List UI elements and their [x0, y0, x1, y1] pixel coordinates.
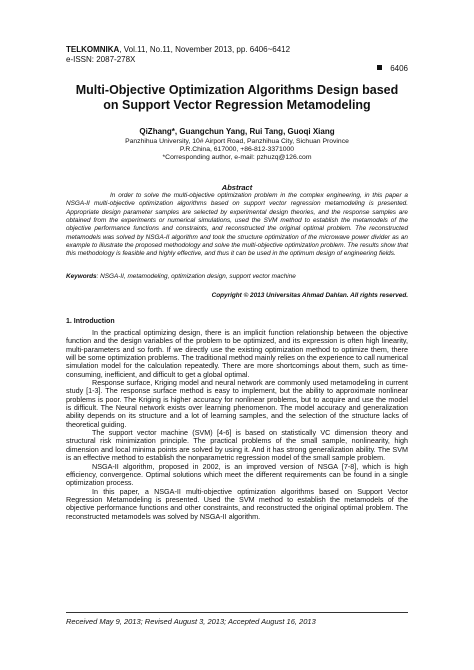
paragraph: The support vector machine (SVM) [4-6] is based on statistically VC dimension theory and structural risk minimization principle. The practical problems of the small sample, nonlinearity, high dimension and local minima points are solved by using it. And it has strong generalization ability. The SVM is an effective method to establish the nonparametric regression model of the small sample problem.: [66, 428, 408, 463]
journal-citation: [66, 45, 290, 55]
page-number-value: 6406: [390, 64, 408, 73]
section-body: [66, 329, 408, 521]
paragraph: NSGA-II algorithm, proposed in 2002, is an improved version of NSGA [7-8], which is high efficiency, convergence. Optimal solutions which meet the different requirements can be found in a single optimization process.: [66, 461, 408, 488]
keywords-list: : NSGA-II, metamodeling, optimization design, support vector machine: [96, 273, 296, 280]
journal-name: TELKOMNIKA: [66, 45, 120, 54]
corresponding-author: *Corresponding author, e-mail: pzhuzq@126.com: [162, 154, 312, 161]
footer-rule: [66, 612, 408, 613]
title-line: Multi-Objective Optimization Algorithms Design based: [75, 83, 399, 97]
keywords: [66, 273, 408, 281]
issn: e-ISSN: 2087-278X: [66, 55, 136, 64]
paragraph: In this paper, a NSGA-II multi-objective optimization algorithms based on Support Vector Regression Metamodeling is presented. Used the SVM method to establish the metamodels of the objective performance functions and other constraints, and reconstructed the original optimal problem. The reconstructed metamodels was solved by NSGA-II algorithm.: [66, 486, 408, 521]
affiliation-line: P.R.China, 617000, +86-812-3371000: [179, 146, 295, 153]
abstract-text: In order to solve the multi-objective optimization problem in the complex engineering, in this paper a NSGA-II multi-objective optimization algorithms based on support vector regression metamodeling is presented. Appropriate design parameter samples are selected by experimental design theories, and the response samples are obtained from the experiments or numerical simulations, used the SVM method to establish the metamodels of the objective performance functions and constraints, and reconstructed the original optimal problem. The reconstructed metamodels was solved by NSGA-II algorithm and took the structure optimization of the microwave power divider as an example to illustrate the proposed methodology and solve the multi-objective optimization problem. The results show that this methodology is feasible and highly effective, and thus it can be used in the optimum design of engineering fields.: [66, 192, 408, 258]
abstract-heading: Abstract: [221, 183, 253, 192]
authors: QiZhang*, Guangchun Yang, Rui Tang, Guoqi Xiang: [139, 127, 335, 136]
title-line: on Support Vector Regression Metamodeling: [103, 98, 371, 112]
received-dates: Received May 9, 2013; Revised August 3, 2013; Accepted August 16, 2013: [66, 617, 316, 626]
journal-details: , Vol.11, No.11, November 2013, pp. 6406~6412: [119, 45, 291, 54]
paper-title: [50, 83, 424, 113]
paragraph: Response surface, Kriging model and neural network are commonly used metamodeling in current study [1-3]. The response surface method is easy to implement, but the ability to approximate nonlinear problems is poor. The Kriging is higher accuracy for nonlinear problems, but to acquire and use the model is difficult. The Neural network exists over learning phenomenon. The model accuracy and generalization ability depends on its structure and a lot of learning samples, and the selection of the structure lacks of theoretical guiding.: [66, 378, 408, 429]
keywords-label: Keywords: [66, 273, 97, 280]
page-number: [377, 64, 408, 74]
section-heading: 1. Introduction: [66, 318, 115, 325]
square-bullet-icon: [377, 65, 382, 70]
affiliation-line: Panzhihua University, 10# Airport Road, Panzhihua City, Sichuan Province: [125, 138, 349, 145]
copyright-notice: Copyright © 2013 Universitas Ahmad Dahlan. All rights reserved.: [211, 292, 408, 299]
paragraph: In the practical optimizing design, there is an implicit function relationship between the objective function and the design variables of the problem to be optimized, and its expression is often high linearity, multi-parameters and so forth. If we directly use the existing optimization method to optimize them, there will be some optimization problems. The traditional method mainly relies on the experience to call numerical simulation model for the calculation repeatedly. There are more shortcomings about them, such as time-consuming, inefficient, and difficult to get a global optimal.: [66, 328, 408, 379]
